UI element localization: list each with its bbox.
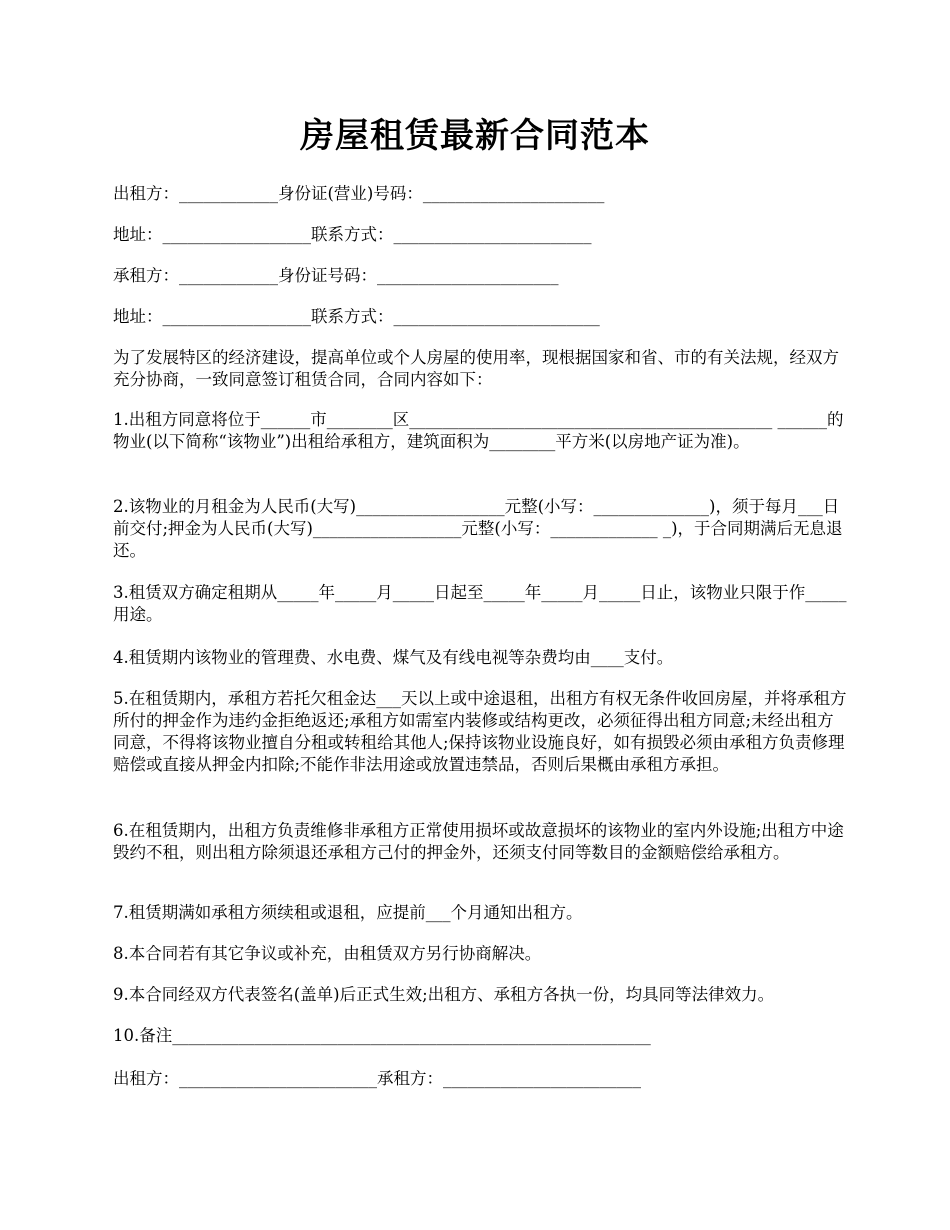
clause-10: 10.备注__________________________________________________________ <box>113 1026 651 1045</box>
clause-7: 7.租赁期满如承租方须续租或退租，应提前___个月通知出租方。 <box>113 903 583 922</box>
signature-line: 出租方：________________________承租方：________________________ <box>113 1069 641 1088</box>
clause-8: 8.本合同若有其它争议或补充，由租赁双方另行协商解决。 <box>113 944 542 963</box>
lessor-address-line: 地址：__________________联系方式：________________________ <box>113 225 592 244</box>
clause-1: 1.出租方同意将位于______市________区____________________________________________ ______的物业(以下简称“该物业”)出租给承租方，建筑面积为________平方米(以房地产证为准)。 <box>113 410 844 451</box>
lessee-address-line: 地址：__________________联系方式：_________________________ <box>113 307 600 326</box>
clause-9: 9.本合同经双方代表签名(盖单)后正式生效;出租方、承租方各执一份，均具同等法律效力。 <box>113 985 775 1004</box>
clause-5: 5.在租赁期内，承租方若托欠租金达___天以上或中途退租，出租方有权无条件收回房屋，并将承租方所付的押金作为违约金拒绝返还;承租方如需室内装修或结构更改，必须征得出租方同意;未经出租方同意，不得将该物业擅自分租或转租给其他人;保持该物业设施良好，如有损毁必须由承租方负责修理赔偿或直接从押金内扣除;不能作非法用途或放置违禁品，否则后果概由承租方承担。 <box>113 689 847 774</box>
lessee-line: 承租方：____________身份证号码：______________________ <box>113 266 559 285</box>
intro-paragraph: 为了发展特区的经济建设，提高单位或个人房屋的使用率，现根据国家和省、市的有关法规，经双方充分协商，一致同意签订租赁合同，合同内容如下： <box>113 348 839 389</box>
clause-3: 3.租赁双方确定租期从_____年_____月_____日起至_____年_____月_____日止，该物业只限于作_____用途。 <box>113 583 847 624</box>
lessor-line: 出租方：____________身份证(营业)号码：______________________ <box>113 184 605 203</box>
clause-4: 4.租赁期内该物业的管理费、水电费、煤气及有线电视等杂费均由____支付。 <box>113 648 674 667</box>
page-title: 房屋租赁最新合同范本 <box>300 116 650 156</box>
clause-6: 6.在租赁期内，出租方负责维修非承租方正常使用损坏或故意损坏的该物业的室内外设施;出租方中途毁约不租，则出租方除须退还承租方己付的押金外，还须支付同等数目的金额赔偿给承租方。 <box>113 821 844 862</box>
clause-2: 2.该物业的月租金为人民币(大写)__________________元整(小写：______________)，须于每月___日前交付;押金为人民币(大写)__________________元整(小写：_____________ _)，于合同期满后无息退还。 <box>113 497 843 560</box>
